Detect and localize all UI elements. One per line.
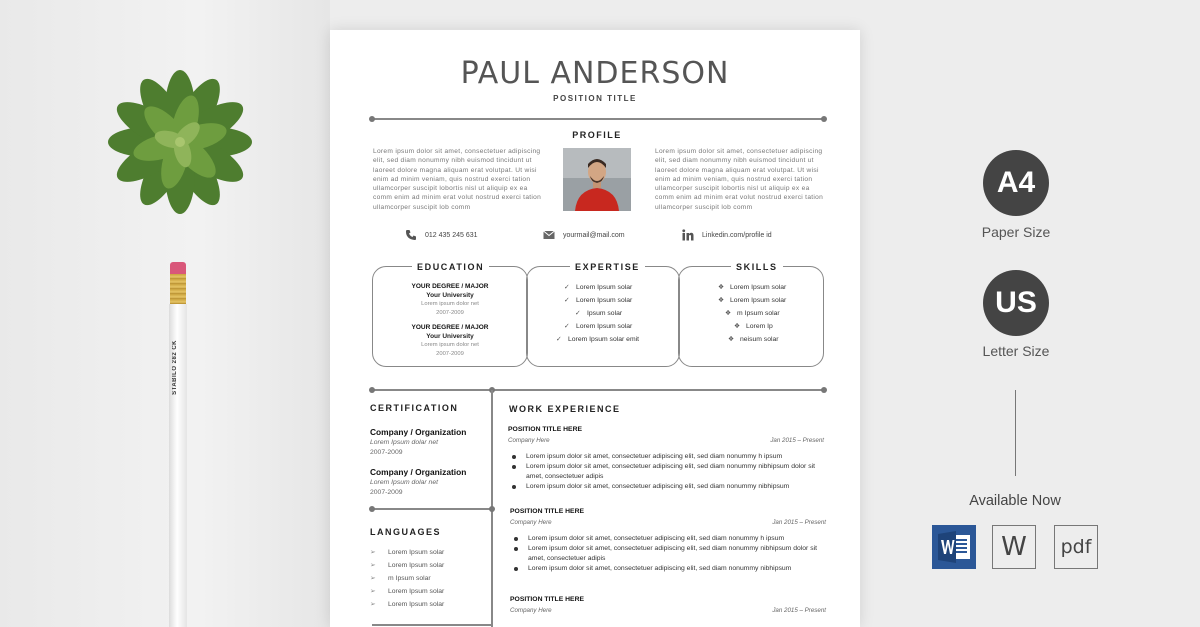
word-blue-icon <box>932 525 976 569</box>
diamond-icon: ❖ <box>734 323 741 330</box>
job-bullets <box>510 534 826 574</box>
job-company: Company Here <box>508 437 550 444</box>
education-years: 2007-2009 <box>436 309 464 316</box>
list-item: ✓ Lorem Ipsum solar <box>564 284 633 291</box>
education-years: 2007-2009 <box>436 350 464 357</box>
linkedin-text: Linkedin.com/profile id <box>702 231 772 239</box>
job-dates: Jan 2015 – Present <box>772 519 826 526</box>
list-item: Lorem ipsum dolor sit amet, consectetuer adipiscing elit, sed diam nonummy nibhipsum dolor sit amet, consectetuer adipis <box>528 544 826 564</box>
us-badge: US <box>983 270 1049 336</box>
job-company: Company Here <box>510 607 552 614</box>
list-item: ❖ neisum solar <box>728 336 779 343</box>
phone-icon <box>405 229 417 241</box>
education-university: Your University <box>426 332 474 340</box>
job-dates: Jan 2015 – Present <box>772 607 826 614</box>
skills-list <box>718 283 786 348</box>
job-entry <box>510 596 826 614</box>
skills-heading: SKILLS <box>731 262 783 272</box>
word-letter: W <box>1001 532 1027 562</box>
divider-dot <box>369 506 375 512</box>
list-item: ❖ m Ipsum solar <box>725 310 780 317</box>
arrow-icon: ➢ <box>370 562 376 569</box>
resume-page <box>330 30 860 627</box>
divider <box>372 389 824 391</box>
list-item: ✓ Lorem Ipsum solar <box>564 323 633 330</box>
list-item: ✓ Ipsum solar <box>575 310 623 317</box>
list-item: ❖ Lorem Ipsum solar <box>718 284 787 291</box>
languages-list <box>370 548 444 613</box>
cert-company: Company / Organization <box>370 427 467 437</box>
list-item: Lorem ipsum dolor sit amet, consectetuer adipiscing elit, sed diam nonummy nibhipsum <box>526 482 824 492</box>
divider-dot <box>369 387 375 393</box>
divider-dot <box>489 506 495 512</box>
list-item: ➢ Lorem Ipsum solar <box>370 549 445 556</box>
job-entry <box>508 426 824 492</box>
profile-text-left: Lorem ipsum dolor sit amet, consectetuer adipiscing elit, sed diam nonummy nibh euismod tincidunt ut laoreet dolore magna aliquam erat volutpat. Ut wisi enim ad minim veniam, quis nostrud exerci tation ullamcorper suscipit lobortis nisl ut aliquip ex ea comm enim ad minim erat volut nostrud exerci tation ullamcorper suscipit lob comm <box>373 148 542 211</box>
list-item: ❖ Lorem Ip <box>734 323 773 330</box>
email-text: yourmail@mail.com <box>563 231 625 239</box>
resume-name: PAUL ANDERSON <box>460 56 730 91</box>
pencil-ferrule <box>170 274 186 304</box>
cert-subtitle: Lorem Ipsum dolar net <box>370 439 439 446</box>
person-photo-icon <box>563 148 631 211</box>
diamond-icon: ❖ <box>725 310 732 317</box>
job-company: Company Here <box>510 519 552 526</box>
education-school: Lorem ipsum dolor net <box>421 301 479 307</box>
list-item: ➢ Lorem Ipsum solar <box>370 601 445 608</box>
check-icon: ✓ <box>564 297 570 304</box>
cert-subtitle: Lorem Ipsum dolar net <box>370 479 439 486</box>
education-university: Your University <box>426 291 474 299</box>
job-title: POSITION TITLE HERE <box>510 596 585 603</box>
divider-dot <box>369 116 375 122</box>
available-now-label: Available Now <box>969 493 1061 509</box>
job-title: POSITION TITLE HERE <box>510 508 585 515</box>
job-bullets <box>508 452 824 492</box>
education-item <box>375 283 525 317</box>
certification-item <box>370 426 466 457</box>
work-heading: WORK EXPERIENCE <box>509 404 621 414</box>
divider <box>372 624 492 626</box>
check-icon: ✓ <box>575 310 581 317</box>
check-icon: ✓ <box>564 323 570 330</box>
divider-dot <box>821 387 827 393</box>
pencil-eraser <box>170 262 186 274</box>
pdf-letter: pdf <box>1060 536 1092 558</box>
list-item: ✓ Lorem Ipsum solar emit <box>556 336 640 343</box>
cert-company: Company / Organization <box>370 467 467 477</box>
expertise-list <box>556 283 640 348</box>
list-item: ❖ Lorem Ipsum solar <box>718 297 787 304</box>
list-item: Lorem ipsum dolor sit amet, consectetuer adipiscing elit, sed diam nonummy h ipsum <box>526 452 824 462</box>
list-item: ➢ Lorem Ipsum solar <box>370 588 445 595</box>
letter-size-label: Letter Size <box>982 343 1050 359</box>
diamond-icon: ❖ <box>718 284 725 291</box>
resume-position-title: POSITION TITLE <box>553 94 637 103</box>
education-heading: EDUCATION <box>412 262 489 272</box>
succulent-plant-icon <box>102 70 258 220</box>
certification-heading: CERTIFICATION <box>370 403 459 413</box>
profile-text-right: Lorem ipsum dolor sit amet, consectetuer adipiscing elit, sed diam nonummy nibh euismod tincidunt ut laoreet dolore magna aliquam erat volutpat. Ut wisi enim ad minim veniam, quis nostrud exerci tation ullamcorper suscipit lobortis nisl ut aliquip ex ea comm enim ad minim erat volut nostrud exerci tation ullamcorper suscipit lob comm <box>655 148 824 211</box>
check-icon: ✓ <box>564 284 570 291</box>
arrow-icon: ➢ <box>370 588 376 595</box>
cert-years: 2007-2009 <box>370 488 403 496</box>
pencil-brand: STABILO 282 CK <box>172 340 178 395</box>
arrow-icon: ➢ <box>370 549 376 556</box>
profile-photo <box>563 148 631 211</box>
list-item: ➢ Lorem Ipsum solar <box>370 562 445 569</box>
list-item: Lorem ipsum dolor sit amet, consectetuer adipiscing elit, sed diam nonummy nibhipsum dolor sit amet, consectetuer adipis <box>526 462 824 482</box>
expertise-heading: EXPERTISE <box>570 262 645 272</box>
job-dates: Jan 2015 – Present <box>770 437 824 444</box>
pdf-outline-icon <box>1054 525 1098 569</box>
languages-heading: LANGUAGES <box>370 527 442 537</box>
divider <box>372 118 824 120</box>
linkedin-icon <box>682 229 694 241</box>
education-item <box>375 324 525 358</box>
mail-icon <box>543 229 555 241</box>
contact-email <box>543 229 625 241</box>
cert-years: 2007-2009 <box>370 448 403 456</box>
list-item: Lorem ipsum dolor sit amet, consectetuer adipiscing elit, sed diam nonummy nibhipsum <box>528 564 826 574</box>
job-entry <box>510 508 826 574</box>
job-title: POSITION TITLE HERE <box>508 426 583 433</box>
contact-linkedin <box>682 229 772 241</box>
education-school: Lorem ipsum dolor net <box>421 342 479 348</box>
arrow-icon: ➢ <box>370 601 376 608</box>
divider <box>372 508 492 510</box>
word-outline-icon <box>992 525 1036 569</box>
certification-item <box>370 466 466 497</box>
diamond-icon: ❖ <box>728 336 735 343</box>
divider-dot <box>821 116 827 122</box>
list-item: ➢ m Ipsum solar <box>370 575 431 582</box>
check-icon: ✓ <box>556 336 562 343</box>
list-item: ✓ Lorem Ipsum solar <box>564 297 633 304</box>
education-degree: YOUR DEGREE / MAJOR <box>411 324 489 331</box>
phone-text: 012 435 245 631 <box>425 231 478 239</box>
contact-phone <box>405 229 478 241</box>
education-degree: YOUR DEGREE / MAJOR <box>411 283 489 290</box>
arrow-icon: ➢ <box>370 575 376 582</box>
list-item: Lorem ipsum dolor sit amet, consectetuer adipiscing elit, sed diam nonummy h ipsum <box>528 534 826 544</box>
divider-vertical <box>1015 390 1016 476</box>
a4-badge: A4 <box>983 150 1049 216</box>
diamond-icon: ❖ <box>718 297 725 304</box>
pencil <box>168 262 188 627</box>
profile-heading: PROFILE <box>572 130 622 140</box>
paper-size-label: Paper Size <box>981 224 1051 240</box>
